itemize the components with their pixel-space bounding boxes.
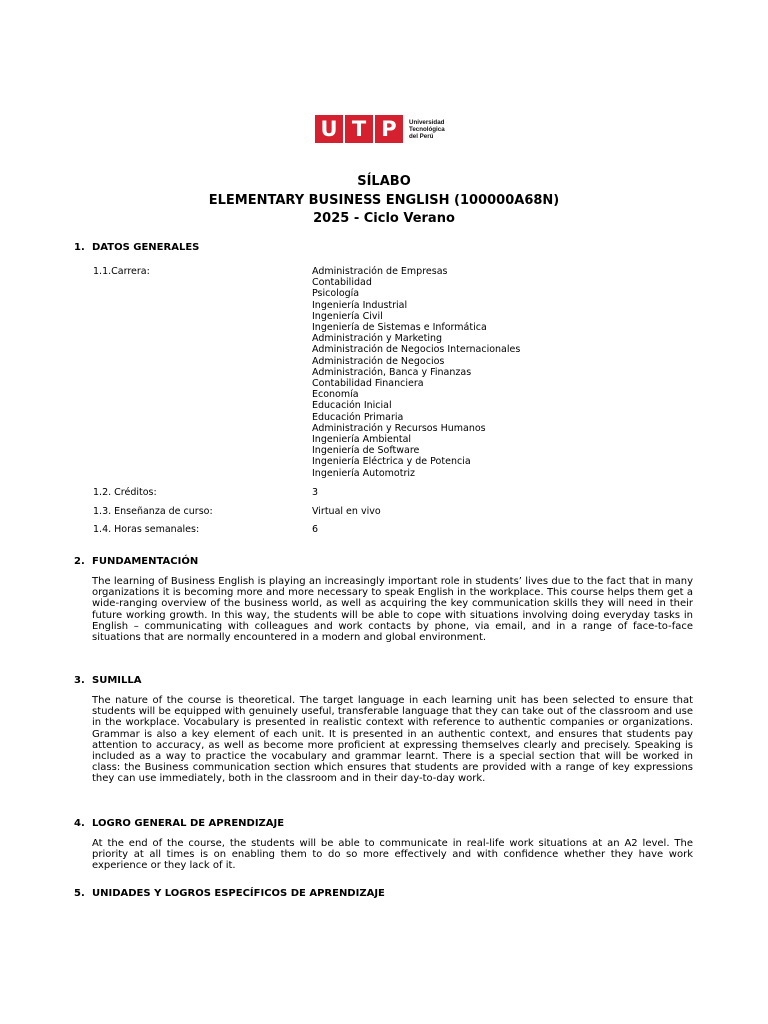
- carrera-item: Educación Inicial: [312, 400, 392, 412]
- section-title: DATOS GENERALES: [92, 242, 200, 253]
- carrera-item: Educación Primaria: [312, 411, 404, 423]
- section-heading-datos-generales: [74, 242, 199, 253]
- ensenanza-value: Virtual en vivo: [312, 506, 381, 517]
- section-title: FUNDAMENTACIÓN: [92, 556, 199, 567]
- sumilla-paragraph: The nature of the course is theoretical. The target language in each learning unit has been selected to ensure that students will be equipped with genuinely useful, transferable language that they can take out of the classroom and use in the workplace. Vocabulary is presented in realistic context with reference to authentic companies or organizations. Grammar is also a key element of each unit. It is presented in an authentic context, and ensures that students pay attention to accuracy, as well as become more proficient at expressing themselves clearly and precisely. Speaking is included as a way to practice the vocabulary and grammar learnt. There is a special section that will be worked in class: the Business communication section which ensures that students are provided with a range of key expressions they can use immediately, both in the classroom and in their day-to-day work.: [92, 695, 693, 785]
- carrera-item: Ingeniería de Software: [312, 445, 420, 457]
- horas-value: 6: [312, 524, 319, 535]
- carrera-item: Administración de Negocios: [312, 355, 445, 367]
- logo-letter-u: U: [315, 115, 343, 143]
- carrera-item: Economía: [312, 389, 359, 401]
- creditos-value: 3: [312, 487, 319, 498]
- horas-label: 1.4. Horas semanales:: [93, 524, 200, 535]
- section-number: 4.: [74, 818, 85, 829]
- section-heading-fundamentacion: [74, 556, 198, 567]
- ensenanza-label: 1.3. Enseñanza de curso:: [93, 506, 213, 517]
- carrera-item: Psicología: [312, 288, 360, 300]
- carrera-item: Ingeniería Civil: [312, 310, 383, 322]
- section-title: LOGRO GENERAL DE APRENDIZAJE: [92, 818, 285, 829]
- logo-text-line: Tecnológica: [409, 125, 445, 133]
- logo-text-line: del Perú: [409, 132, 434, 140]
- section-heading-unidades: [74, 888, 385, 899]
- carrera-item: Administración de Empresas: [312, 266, 448, 277]
- carrera-item: Ingeniería de Sistemas e Informática: [312, 322, 487, 334]
- carrera-item: Administración y Marketing: [312, 333, 443, 345]
- carrera-item: Ingeniería Eléctrica y de Potencia: [312, 456, 471, 468]
- logro-paragraph: At the end of the course, the students will be able to communicate in real-life work situations at an A2 level. The priority at all times is on enabling them to do so more effectively and with confidence whether they have work experience or they lack of it.: [92, 838, 693, 872]
- carrera-item: Ingeniería Industrial: [312, 299, 408, 311]
- section-heading-logro-general: [74, 818, 284, 829]
- section-title: UNIDADES Y LOGROS ESPECÍFICOS DE APRENDIZAJE: [92, 888, 385, 899]
- term-title: 2025 - Ciclo Verano: [313, 211, 455, 226]
- carrera-item: Ingeniería Automotriz: [312, 467, 415, 479]
- logo-text-line: Universidad: [409, 118, 445, 126]
- section-heading-sumilla: [74, 675, 141, 686]
- document-type-title: SÍLABO: [357, 174, 411, 189]
- carrera-item: Ingeniería Ambiental: [312, 434, 412, 446]
- section-number: 1.: [74, 242, 85, 253]
- logo-letter-p: P: [375, 115, 403, 143]
- carrera-label: 1.1.Carrera:: [93, 266, 150, 277]
- section-number: 3.: [74, 675, 85, 686]
- carrera-item: Contabilidad Financiera: [312, 378, 424, 390]
- carrera-list: [312, 266, 520, 479]
- logo-letter-t: T: [345, 115, 373, 143]
- carrera-item: Administración, Banca y Finanzas: [312, 366, 472, 378]
- section-title: SUMILLA: [92, 675, 142, 686]
- course-title: ELEMENTARY BUSINESS ENGLISH (100000A68N): [208, 193, 560, 208]
- logo-text: [409, 119, 445, 140]
- section-number: 2.: [74, 556, 85, 567]
- section-number: 5.: [74, 888, 85, 899]
- carrera-item: Administración de Negocios Internacionales: [312, 344, 521, 356]
- creditos-label: 1.2. Créditos:: [93, 487, 157, 498]
- carrera-item: Contabilidad: [312, 277, 372, 289]
- carrera-item: Administración y Recursos Humanos: [312, 422, 486, 434]
- fundamentacion-paragraph: The learning of Business English is playing an increasingly important role in students’ lives due to the fact that in many organizations it is becoming more and more necessary to speak English in the workplace. This course helps them get a wide-ranging overview of the business world, as well as acquiring the key communication skills they will need in their future working growth. In this way, the students will be able to cope with situations involving doing everyday tasks in English – communicating with colleagues and work contacts by phone, via email, and in a range of face-to-face situations that are normally encountered in a modern and global environment.: [92, 576, 693, 644]
- utp-logo: [315, 115, 445, 143]
